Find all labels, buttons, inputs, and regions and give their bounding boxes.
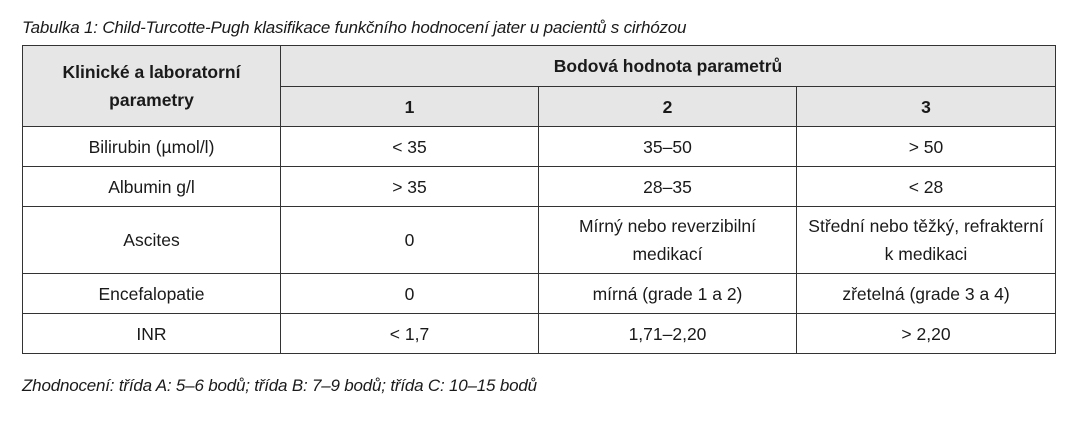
scoring-footnote: Zhodnocení: třída A: 5–6 bodů; třída B: 7–9 bodů; třída C: 10–15 bodů xyxy=(22,376,537,395)
point-column-1: 1 xyxy=(281,87,539,127)
param-cell: Bilirubin (µmol/l) xyxy=(23,127,281,167)
value-cell: 0 xyxy=(281,207,539,274)
param-cell: Ascites xyxy=(23,207,281,274)
value-cell: 35–50 xyxy=(539,127,797,167)
value-cell: < 35 xyxy=(281,127,539,167)
child-pugh-table xyxy=(22,45,1056,354)
header-row xyxy=(23,46,1056,87)
table-caption: Tabulka 1: Child-Turcotte-Pugh klasifikace funkčního hodnocení jater u pacientů s cirhózou xyxy=(22,18,687,37)
value-cell: mírná (grade 1 a 2) xyxy=(539,274,797,314)
value-cell: Střední nebo těžký, refrakterní k medikaci xyxy=(797,207,1056,274)
table-row xyxy=(23,127,1056,167)
value-cell: 1,71–2,20 xyxy=(539,314,797,354)
value-cell: < 1,7 xyxy=(281,314,539,354)
points-header: Bodová hodnota parametrů xyxy=(281,46,1056,87)
table-row xyxy=(23,207,1056,274)
value-cell: > 50 xyxy=(797,127,1056,167)
value-cell: > 35 xyxy=(281,167,539,207)
value-cell: 0 xyxy=(281,274,539,314)
param-cell: Albumin g/l xyxy=(23,167,281,207)
value-cell: zřetelná (grade 3 a 4) xyxy=(797,274,1056,314)
table-row xyxy=(23,314,1056,354)
value-cell: 28–35 xyxy=(539,167,797,207)
param-cell: Encefalopatie xyxy=(23,274,281,314)
point-column-3: 3 xyxy=(797,87,1056,127)
value-cell: Mírný nebo reverzibilní medikací xyxy=(539,207,797,274)
table-row xyxy=(23,274,1056,314)
param-header: Klinické a laboratorní parametry xyxy=(23,46,281,127)
table-row xyxy=(23,167,1056,207)
point-column-2: 2 xyxy=(539,87,797,127)
value-cell: < 28 xyxy=(797,167,1056,207)
param-cell: INR xyxy=(23,314,281,354)
value-cell: > 2,20 xyxy=(797,314,1056,354)
